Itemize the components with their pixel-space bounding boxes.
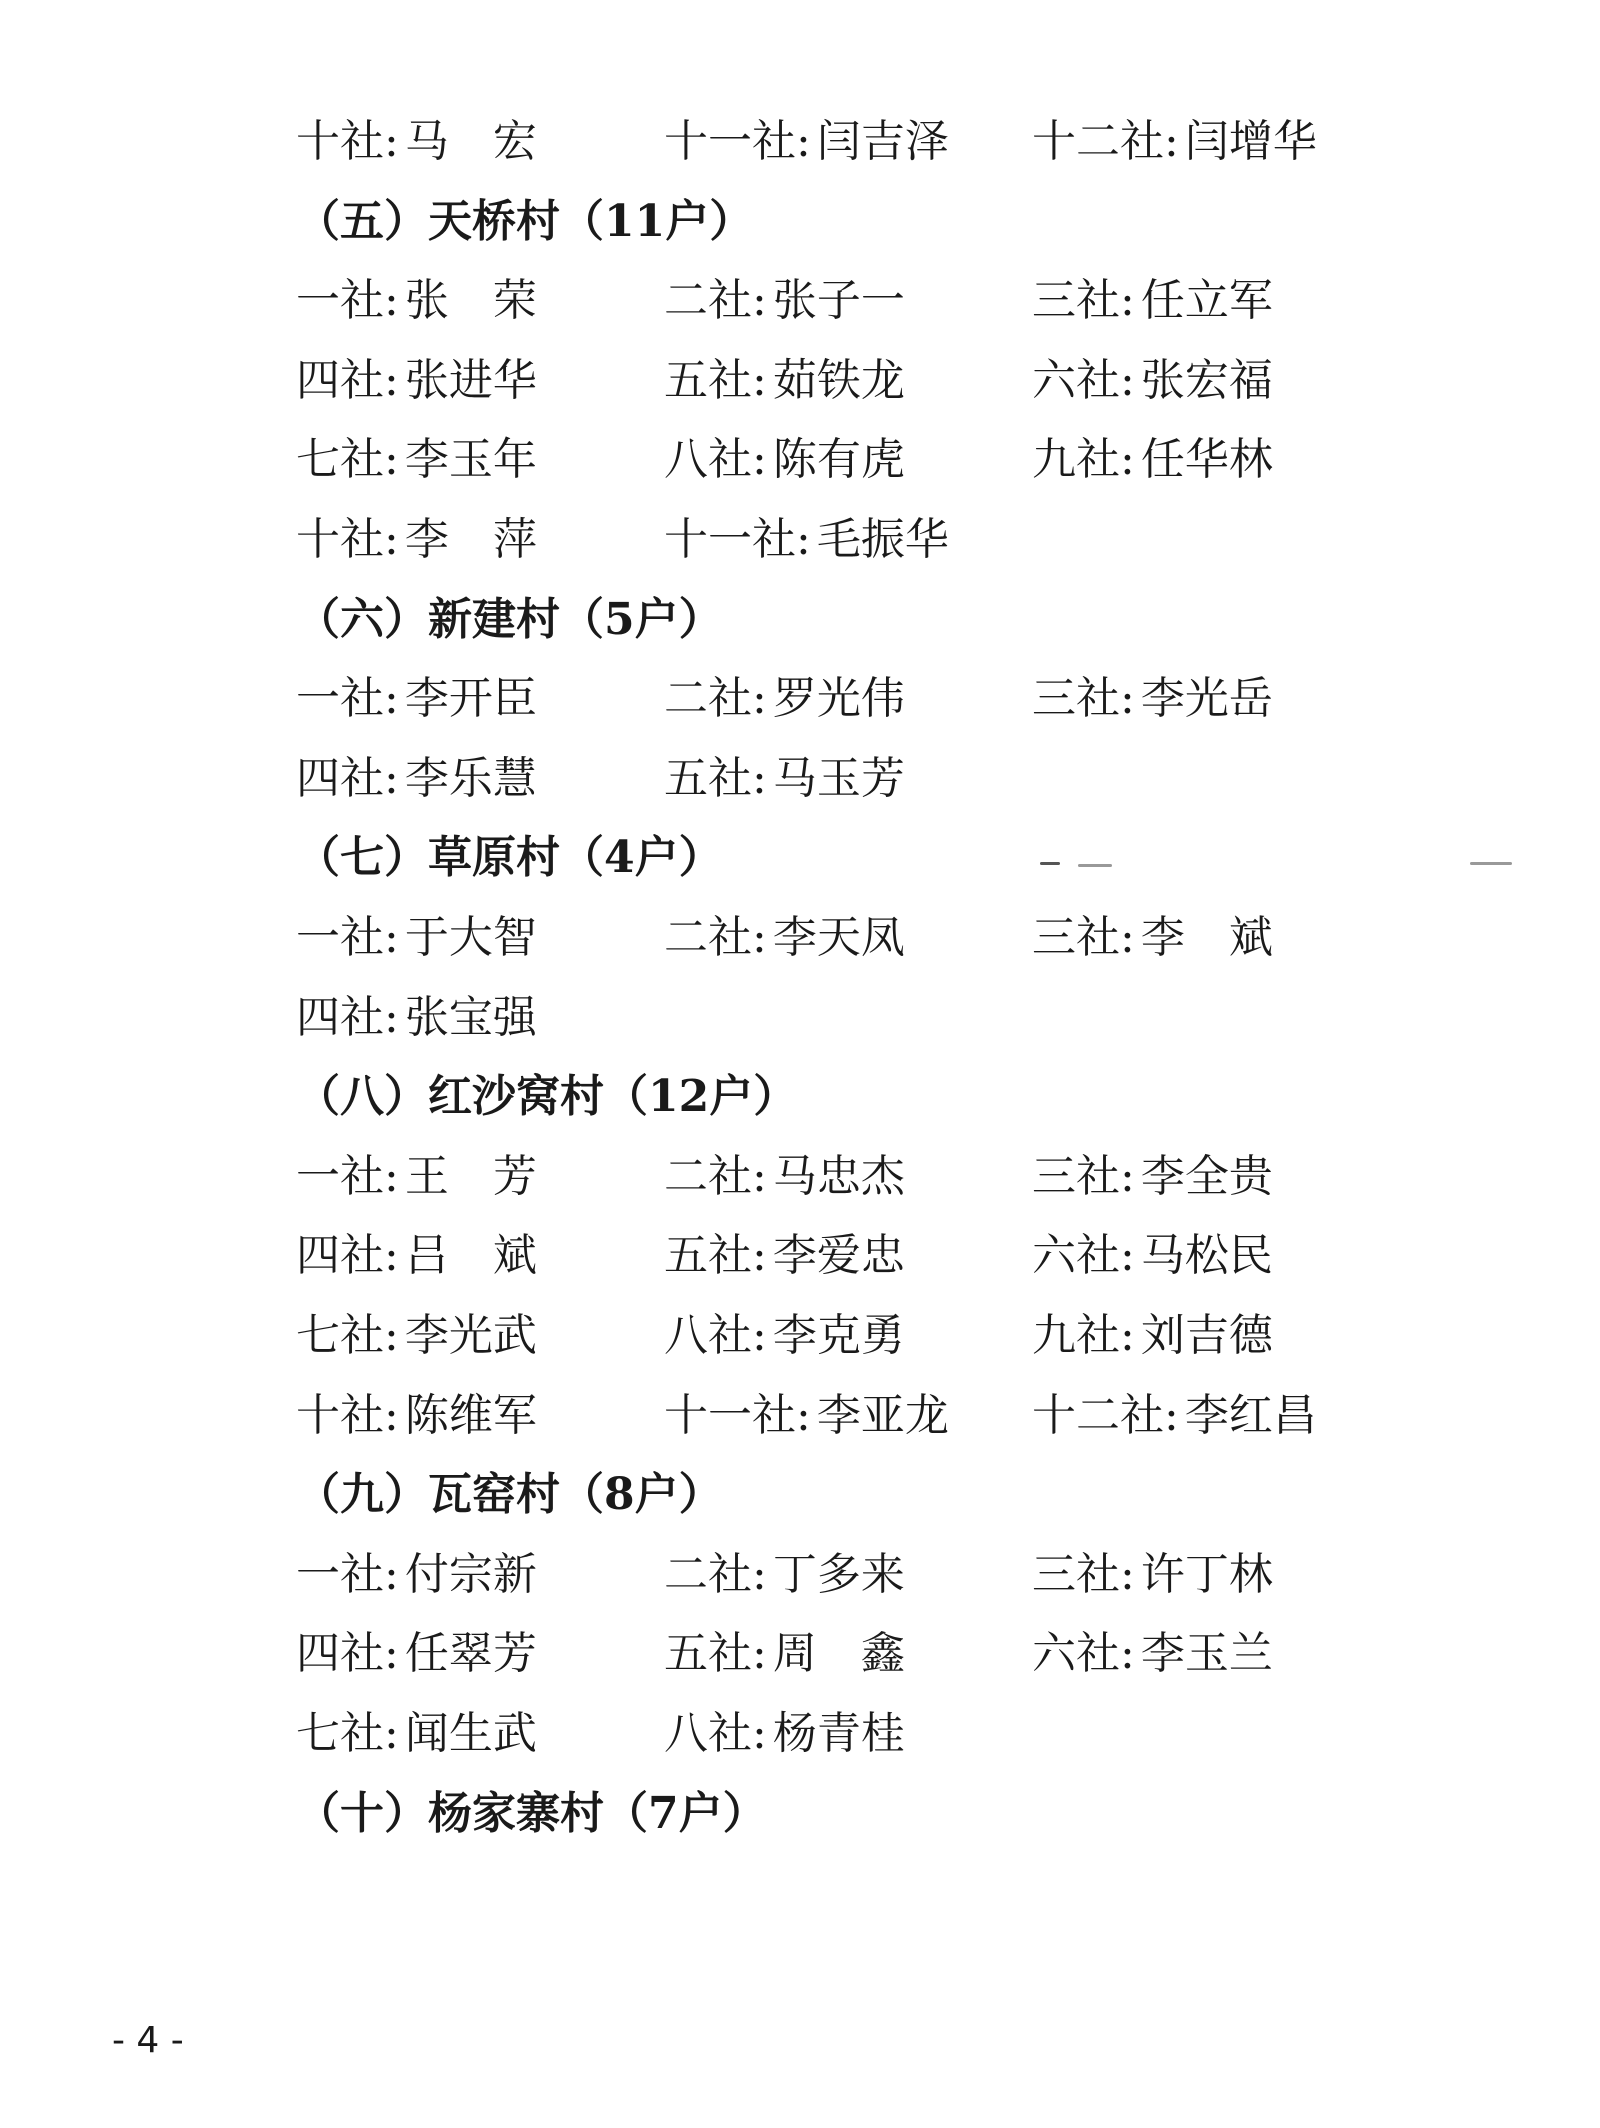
group-label: 二社: <box>664 673 767 724</box>
roster-row <box>296 978 1376 1058</box>
group-label: 一社: <box>296 1549 399 1600</box>
roster-entry <box>664 1296 905 1376</box>
person-name: 马宏 <box>404 116 581 167</box>
person-name: 吕斌 <box>404 1230 581 1281</box>
person-name: 李爱忠 <box>772 1230 905 1281</box>
roster-entry <box>664 500 949 580</box>
group-label: 十社: <box>296 116 399 167</box>
group-label: 四社: <box>296 1628 399 1679</box>
group-label: 三社: <box>1032 912 1135 963</box>
person-name: 闻生武 <box>404 1708 537 1759</box>
village-heading: （七）草原村（4户） <box>296 832 723 883</box>
person-name: 李开臣 <box>404 673 537 724</box>
group-label: 十社: <box>296 1390 399 1441</box>
person-name: 罗光伟 <box>772 673 905 724</box>
roster-entry <box>296 1216 581 1296</box>
roster-entry <box>296 978 537 1058</box>
person-name: 李玉兰 <box>1140 1628 1273 1679</box>
roster-row <box>296 1694 1376 1774</box>
group-label: 六社: <box>1032 1230 1135 1281</box>
roster-row <box>296 420 1376 500</box>
roster-entry <box>296 898 537 978</box>
group-label: 十一社: <box>664 514 811 565</box>
person-name: 杨青桂 <box>772 1708 905 1759</box>
person-name: 李亚龙 <box>816 1390 949 1441</box>
roster-entry <box>1032 1137 1273 1217</box>
group-label: 一社: <box>296 275 399 326</box>
page-number: - 4 - <box>112 2020 184 2061</box>
roster-row <box>296 1376 1376 1456</box>
village-heading: （八）红沙窝村（12户） <box>296 1071 798 1122</box>
group-label: 九社: <box>1032 434 1135 485</box>
roster-entry <box>1032 1216 1273 1296</box>
roster-entry <box>296 659 537 739</box>
roster-entry <box>664 261 905 341</box>
group-label: 五社: <box>664 355 767 406</box>
roster-row <box>296 102 1376 182</box>
roster-entry <box>296 261 581 341</box>
roster-entry <box>1032 1296 1273 1376</box>
person-name: 闫吉泽 <box>816 116 949 167</box>
roster-row <box>296 739 1376 819</box>
person-name: 马玉芳 <box>772 753 905 804</box>
person-name: 陈维军 <box>404 1390 537 1441</box>
person-name: 任立军 <box>1140 275 1273 326</box>
roster-entry <box>1032 261 1273 341</box>
group-label: 五社: <box>664 1628 767 1679</box>
group-label: 二社: <box>664 275 767 326</box>
person-name: 张宏福 <box>1140 355 1273 406</box>
roster-entry <box>664 1614 949 1694</box>
person-name: 陈有虎 <box>772 434 905 485</box>
person-name: 李斌 <box>1140 912 1317 963</box>
group-label: 六社: <box>1032 1628 1135 1679</box>
roster-row <box>296 659 1376 739</box>
group-label: 九社: <box>1032 1310 1135 1361</box>
roster-entry <box>664 341 905 421</box>
scan-mark <box>1470 862 1512 865</box>
roster-row <box>296 341 1376 421</box>
person-name: 许丁林 <box>1140 1549 1273 1600</box>
person-name: 李红昌 <box>1184 1390 1317 1441</box>
village-heading: （五）天桥村（11户） <box>296 196 754 247</box>
group-label: 一社: <box>296 912 399 963</box>
person-name: 马忠杰 <box>772 1151 905 1202</box>
roster-row <box>296 500 1376 580</box>
roster-entry <box>296 1614 537 1694</box>
person-name: 李光武 <box>404 1310 537 1361</box>
person-name: 于大智 <box>404 912 537 963</box>
roster-entry <box>296 102 581 182</box>
roster-entry <box>296 420 537 500</box>
scan-mark <box>1040 862 1060 865</box>
roster-entry <box>1032 102 1317 182</box>
roster-row <box>296 1216 1376 1296</box>
person-name: 任翠芳 <box>404 1628 537 1679</box>
person-name: 张荣 <box>404 275 581 326</box>
person-name: 张子一 <box>772 275 905 326</box>
roster-entry <box>664 1216 905 1296</box>
group-label: 十社: <box>296 514 399 565</box>
person-name: 张进华 <box>404 355 537 406</box>
person-name: 张宝强 <box>404 992 537 1043</box>
roster-row <box>296 1296 1376 1376</box>
person-name: 茹铁龙 <box>772 355 905 406</box>
roster-entry <box>664 1535 905 1615</box>
roster-entry <box>296 1535 537 1615</box>
person-name: 刘吉德 <box>1140 1310 1273 1361</box>
person-name: 丁多来 <box>772 1549 905 1600</box>
roster-entry <box>1032 1535 1273 1615</box>
roster-entry <box>664 659 905 739</box>
person-name: 李克勇 <box>772 1310 905 1361</box>
person-name: 毛振华 <box>816 514 949 565</box>
group-label: 二社: <box>664 1549 767 1600</box>
roster-entry <box>296 1694 537 1774</box>
group-label: 十二社: <box>1032 1390 1179 1441</box>
group-label: 一社: <box>296 1151 399 1202</box>
group-label: 八社: <box>664 434 767 485</box>
roster-entry <box>1032 1376 1317 1456</box>
group-label: 八社: <box>664 1310 767 1361</box>
roster-entry <box>1032 898 1317 978</box>
roster-row <box>296 1535 1376 1615</box>
roster-row <box>296 261 1376 341</box>
village-heading: （十）杨家寨村（7户） <box>296 1788 767 1839</box>
person-name: 任华林 <box>1140 434 1273 485</box>
scan-mark <box>1078 864 1112 867</box>
group-label: 四社: <box>296 753 399 804</box>
group-label: 四社: <box>296 992 399 1043</box>
group-label: 三社: <box>1032 1151 1135 1202</box>
person-name: 闫增华 <box>1184 116 1317 167</box>
group-label: 三社: <box>1032 275 1135 326</box>
group-label: 六社: <box>1032 355 1135 406</box>
person-name: 马松民 <box>1140 1230 1273 1281</box>
roster-entry <box>296 1376 537 1456</box>
group-label: 三社: <box>1032 673 1135 724</box>
group-label: 五社: <box>664 1230 767 1281</box>
group-label: 二社: <box>664 912 767 963</box>
roster-entry <box>664 420 905 500</box>
roster-entry <box>664 898 905 978</box>
roster-entry <box>664 1694 905 1774</box>
group-label: 七社: <box>296 1310 399 1361</box>
group-label: 四社: <box>296 1230 399 1281</box>
roster-entry <box>1032 341 1273 421</box>
roster-entry <box>296 739 537 819</box>
group-label: 十一社: <box>664 1390 811 1441</box>
village-heading: （六）新建村（5户） <box>296 594 723 645</box>
roster-row <box>296 1614 1376 1694</box>
roster-entry <box>664 102 949 182</box>
roster-entry <box>1032 1614 1273 1694</box>
person-name: 李萍 <box>404 514 581 565</box>
group-label: 五社: <box>664 753 767 804</box>
group-label: 八社: <box>664 1708 767 1759</box>
group-label: 四社: <box>296 355 399 406</box>
village-heading: （九）瓦窑村（8户） <box>296 1469 723 1520</box>
group-label: 七社: <box>296 1708 399 1759</box>
roster-entry <box>296 1137 581 1217</box>
person-name: 李天凤 <box>772 912 905 963</box>
person-name: 王芳 <box>404 1151 581 1202</box>
roster-entry <box>1032 420 1273 500</box>
group-label: 三社: <box>1032 1549 1135 1600</box>
roster-row <box>296 1137 1376 1217</box>
group-label: 七社: <box>296 434 399 485</box>
roster-entry <box>664 1376 949 1456</box>
roster-entry <box>664 739 905 819</box>
group-label: 二社: <box>664 1151 767 1202</box>
person-name: 李全贵 <box>1140 1151 1273 1202</box>
group-label: 十一社: <box>664 116 811 167</box>
roster-entry <box>1032 659 1273 739</box>
group-label: 一社: <box>296 673 399 724</box>
person-name: 周鑫 <box>772 1628 949 1679</box>
roster-entry <box>296 1296 537 1376</box>
person-name: 李光岳 <box>1140 673 1273 724</box>
roster-row <box>296 898 1376 978</box>
roster-entry <box>296 500 581 580</box>
roster-entry <box>664 1137 905 1217</box>
group-label: 十二社: <box>1032 116 1179 167</box>
roster-entry <box>296 341 537 421</box>
person-name: 李乐慧 <box>404 753 537 804</box>
person-name: 李玉年 <box>404 434 537 485</box>
person-name: 付宗新 <box>404 1549 537 1600</box>
